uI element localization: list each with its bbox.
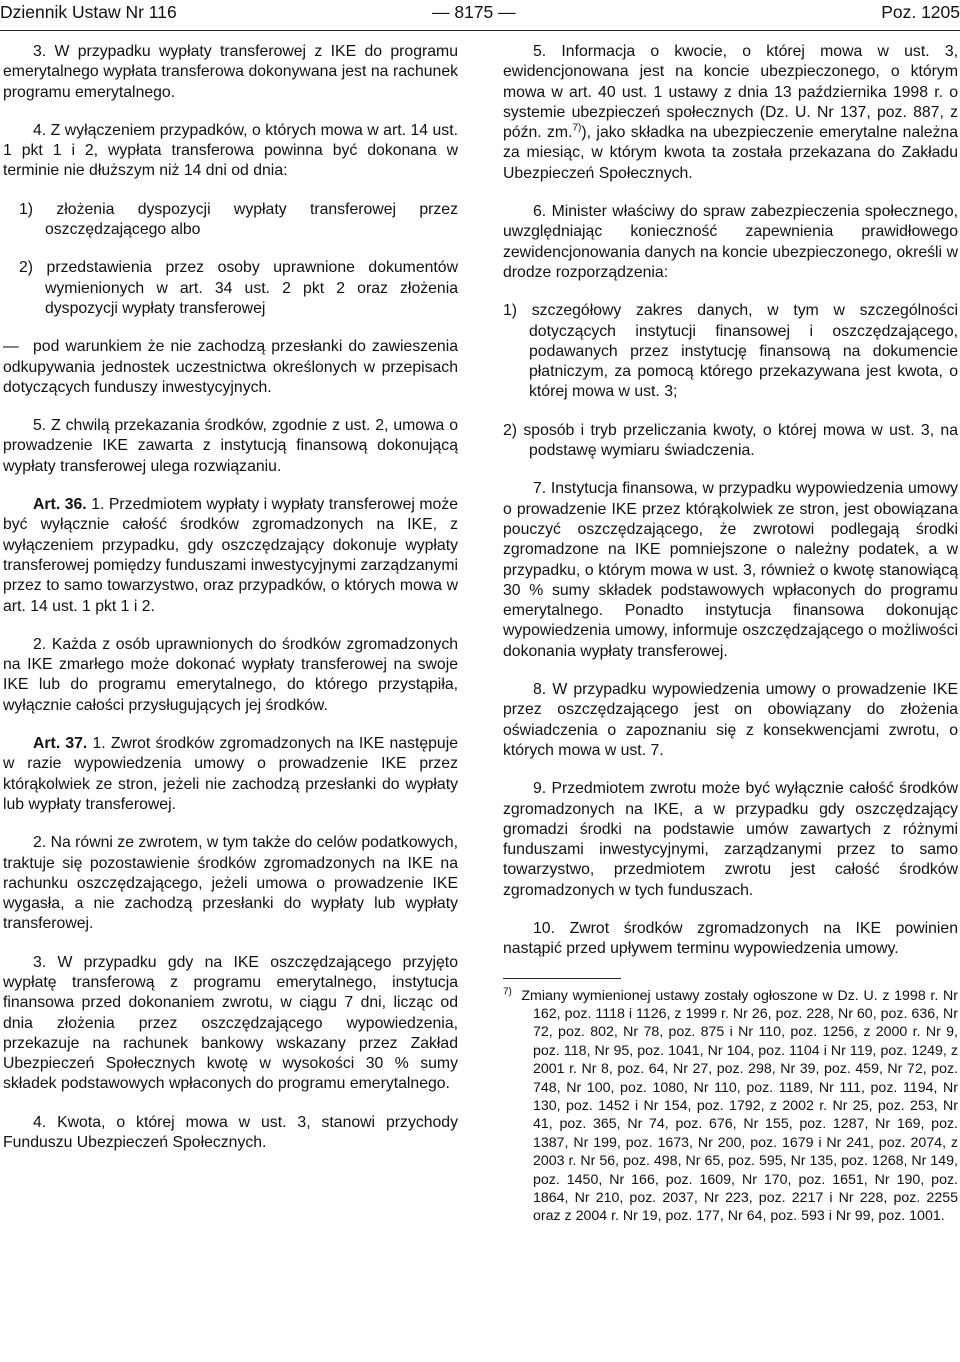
article-36-paragraph-1-text: 1. Przedmiotem wypłaty i wypłaty transferowej może być wyłącznie całość środków zgromadzonych na IKE, z wyłączeniem przypadku, gdy oszczędzający dokonuje wypłaty transferowej pomiędzy funduszami inwestycyjnymi zarządzanymi przez to samo towarzystwo, oraz przypadków, o których mowa w art. 14 ust. 1 pkt 1 i 2.: [3, 496, 459, 615]
article-37-paragraph-2: 2. Na równi ze zwrotem, w tym także do celów podatkowych, traktuje się pozostawienie środków zgromadzonych na IKE na rachunku oszczędzającego, jeżeli umowa o prowadzenie IKE wygasła, a nie zachodzą przesłanki do wypłaty lub wypłaty transferowej.: [3, 834, 458, 933]
footnote-7-text: Zmiany wymienionej ustawy zostały ogłoszone w Dz. U. z 1998 r. Nr 162, poz. 1118 i 1126, z 1999 r. Nr 26, poz. 228, Nr 60, poz. 636, Nr 72, poz. 802, Nr 78, poz. 875 i Nr 110, poz. 1256, z 2000 r. Nr 9, poz. 118, Nr 95, poz. 1041, Nr 104, poz. 1104 i Nr 119, poz. 1249, z 2001 r. Nr 8, poz. 64, Nr 27, poz. 298, Nr 39, poz. 459, Nr 72, poz. 748, Nr 100, poz. 1080, Nr 110, poz. 1189, Nr 111, poz. 1194, Nr 130, poz. 1452 i Nr 154, poz. 1792, z 2002 r. Nr 25, poz. 253, Nr 41, poz. 365, Nr 74, poz. 676, Nr 155, poz. 1287, Nr 169, poz. 1387, Nr 199, poz. 1673, Nr 200, poz. 1679 i Nr 241, poz. 2074, z 2003 r. Nr 56, poz. 498, Nr 65, poz. 595, Nr 135, poz. 1268, Nr 149, poz. 1450, Nr 166, poz. 1609, Nr 170, poz. 1651, Nr 190, poz. 1864, Nr 210, poz. 2037, Nr 223, poz. 2217 i Nr 228, poz. 2255 oraz z 2004 r. Nr 19, poz. 177, Nr 64, poz. 593 i Nr 99, poz. 1001.: [521, 987, 958, 1225]
paragraph-4-tail: [3, 337, 458, 398]
paragraph-7: 7. Instytucja finansowa, w przypadku wypowiedzenia umowy o prowadzenie IKE przez którąkolwiek ze stron, jest obowiązana pouczyć oszczędzającego, że zwrotowi podlegają środki zgromadzone na IKE pomniejszone o należny podatek, a w przypadku, o którym mowa w ust. 3, również o kwotę stanowiącą 30 % sumy składek podstawowych wpłaconych do programu emerytalnego. Ponadto instytucja finansowa dokonując wypowiedzenia umowy, informuje oszczędzającego o możliwości dokonania wypłaty transferowej.: [503, 480, 958, 660]
article-36-paragraph-2: 2. Każda z osób uprawnionych do środków zgromadzonych na IKE zmarłego może dokonać wypłaty transferowej na swoje IKE lub do programu emerytalnego, do którego przystąpiła, wyłącznie całości przysługujących jej środków.: [3, 635, 458, 714]
paragraph-10: 10. Zwrot środków zgromadzonych na IKE powinien nastąpić przed upływem terminu wypowiedzenia umowy.: [503, 919, 958, 958]
paragraph-3: 3. W przypadku wypłaty transferowej z IKE do programu emerytalnego wypłata transferowa dokonywana jest na rachunek programu emerytalnego.: [3, 43, 458, 101]
article-36-label: Art. 36.: [33, 496, 87, 514]
position-number: Poz. 1205: [881, 2, 960, 22]
article-37-label: Art. 37.: [33, 735, 88, 753]
article-36-paragraph-1: [3, 495, 458, 617]
footnote-reference: 7): [572, 122, 582, 134]
journal-title: Dziennik Ustaw Nr 116: [0, 2, 177, 22]
paragraph-5-info-text-a: 5. Informacja o kwocie, o której mowa w ust. 3, ewidencjonowana jest na koncie ubezpieczonego, o którym mowa w art. 40 ust. 1 ustawy z dnia 13 października 1998 r. o systemie ubezpieczeń społecznych (Dz. U. Nr 137, poz. 887, z późn. zm.: [503, 43, 958, 142]
paragraph-6-item-2: 2) sposób i tryb przeliczania kwoty, o której mowa w ust. 3, na podstawę wymiaru świadczenia.: [503, 421, 958, 460]
footnote-7: [503, 987, 958, 1226]
page-number: — 8175 —: [432, 2, 516, 22]
article-37-paragraph-3: 3. W przypadku gdy na IKE oszczędzającego przyjęto wypłatę transferową z programu emerytalnego, instytucja finansowa przed dokonaniem zwrotu, w ciągu 7 dni, licząc od dnia złożenia przez oszczędzającego wypowiedzenia, przekazuje na rachunek bankowy wskazany przez Zakład Ubezpieczeń Społecznych kwotę w wysokości 30 % sumy składek podstawowych wpłaconych do programu emerytalnego.: [3, 953, 458, 1093]
em-dash-icon: —: [3, 338, 19, 356]
paragraph-5-info-text-b: ), jako składka na ubezpieczenie emerytalne należna za miesiąc, w którym kwota ta została przekazana do Zakładu Ubezpieczeń Społecznych.: [503, 124, 958, 182]
footnote-divider: [503, 978, 621, 979]
footnote-mark: 7): [503, 985, 512, 997]
paragraph-8: 8. W przypadku wypowiedzenia umowy o prowadzenie IKE przez oszczędzającego jest on obowiązany do złożenia oświadczenia o zapoznaniu się z konsekwencjami zwrotu, o których mowa w ust. 7.: [503, 681, 958, 759]
paragraph-6: 6. Minister właściwy do spraw zabezpieczenia społecznego, uwzględniając konieczność zapewnienia prawidłowego zewidencjonowania danych na koncie ubezpieczonego, określi w drodze rozporządzenia:: [503, 203, 958, 281]
article-37-paragraph-4: 4. Kwota, o której mowa w ust. 3, stanowi przychody Funduszu Ubezpieczeń Społecznych.: [3, 1113, 458, 1152]
right-column: [503, 42, 958, 1226]
article-37-paragraph-1: [3, 734, 458, 815]
left-column: [3, 42, 458, 1171]
paragraph-5-info: [503, 42, 958, 184]
paragraph-6-item-1: 1) szczegółowy zakres danych, w tym w szczególności dotyczących instytucji finansowej i oszczędzającego, podawanych przez instytucję finansową na dokumencie płatniczym, za pomocą którego przekazywana jest kwota, o której mowa w ust. 3;: [503, 302, 958, 401]
paragraph-5: 5. Z chwilą przekazania środków, zgodnie z ust. 2, umowa o prowadzenie IKE zawarta z instytucją finansową dokonującą wypłaty transferowej ulega rozwiązaniu.: [3, 417, 458, 475]
paragraph-4-tail-text: pod warunkiem że nie zachodzą przesłanki do zawieszenia odkupywania jednostek uczestnictwa określonych w przepisach dotyczących funduszy inwestycyjnych.: [3, 338, 458, 396]
paragraph-4-item-1: 1) złożenia dyspozycji wypłaty transferowej przez oszczędzającego albo: [19, 200, 458, 239]
paragraph-9: 9. Przedmiotem zwrotu może być wyłącznie całość środków zgromadzonych na IKE, a w przypadku gdy oszczędzający gromadzi środki na podstawie umów zawartych z różnymi funduszami inwestycyjnymi, zarządzanymi przez to samo towarzystwo, przedmiotem zwrotu jest całość środków zgromadzonych w tych funduszach.: [503, 780, 958, 899]
paragraph-4-item-2: 2) przedstawienia przez osoby uprawnione dokumentów wymienionych w art. 34 ust. 2 pkt 2 oraz złożenia dyspozycji wypłaty transferowej: [19, 259, 458, 317]
article-37-paragraph-1-text: 1. Zwrot środków zgromadzonych na IKE następuje w razie wypowiedzenia umowy o prowadzenie IKE przez którąkolwiek ze stron, jeżeli nie zachodzą przesłanki do wypłaty lub wypłaty transferowej.: [3, 735, 458, 813]
page-header: [0, 0, 960, 31]
paragraph-4: 4. Z wyłączeniem przypadków, o których mowa w art. 14 ust. 1 pkt 1 i 2, wypłata transferowa powinna być dokonana w terminie nie dłuższym niż 14 dni od dnia:: [3, 121, 458, 180]
